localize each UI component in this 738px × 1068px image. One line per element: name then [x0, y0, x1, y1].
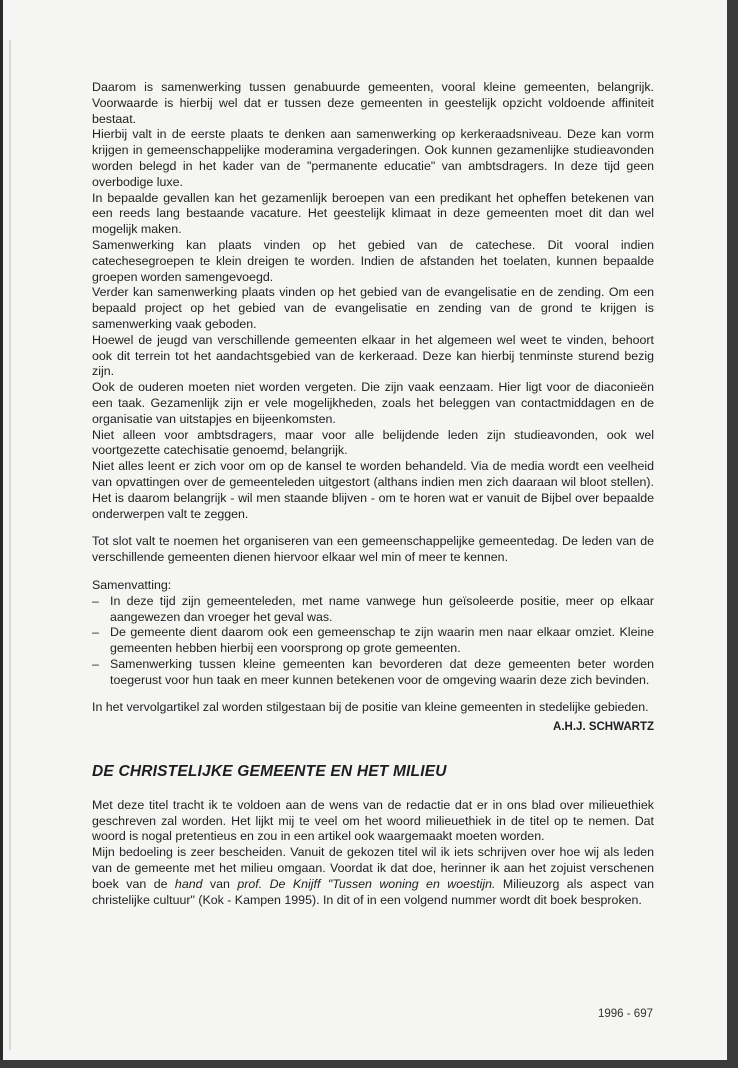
binding-edge: [9, 40, 11, 1050]
paragraph: In bepaalde gevallen kan het gezamenlijk beroepen van een predikant het opheffen betekenen van een reeds lang bestaande vacature. Het geestelijk klimaat in deze gemeenten moet dit dan wel mogelijk maken.: [92, 190, 654, 237]
summary-item: – Samenwerking tussen kleine gemeenten kan bevorderen dat deze gemeenten beter worden toegerust voor hun taak en meer kunnen betekenen voor de omgeving waarin deze zich bevinden.: [92, 656, 654, 687]
page-content: [92, 80, 654, 908]
paragraph: Niet alleen voor ambtsdragers, maar voor alle belijdende leden zijn studieavonden, ook wel voortgezette catechisatie genoemd, belangrijk.: [92, 427, 654, 458]
paragraph: Verder kan samenwerking plaats vinden op het gebied van de evangelisatie en de zending. Om een bepaald project op het gebied van de evangelisatie en zending van de grond te krijgen is samenwerking vaak geboden.: [92, 285, 654, 331]
summary-title: Samenvatting:: [92, 577, 172, 592]
paragraph: Hoewel de jeugd van verschillende gemeenten elkaar in het algemeen wel weet te vinden, behoort ook dit terrein tot het aandachtsgebied van de kerkeraad. Deze kan hierbij tenminste sturend bezig zijn.: [92, 332, 654, 379]
paragraph: Ook de ouderen moeten niet worden vergeten. Die zijn vaak eenzaam. Hier ligt voor de diaconieën een taak. Gezamenlijk zijn er vele mogelijkheden, zoals het beleggen van contactmiddagen en de organisatie van uitstapjes en bijeenkomsten.: [92, 380, 654, 426]
paragraph: Hierbij valt in de eerste plaats te denken aan samenwerking op kerkeraadsniveau. Deze kan vorm krijgen in gemeenschappelijke moderamina vergaderingen. Ook kunnen gezamenlijke studieavonden worden belegd in het kader van de "permanente educatie" van ambtsdragers. In deze tijd geen overbodige luxe.: [92, 127, 654, 189]
paragraph: Met deze titel tracht ik te voldoen aan de wens van de redactie dat er in ons blad over milieuethiek geschreven zal worden. Het lijkt mij te veel om het woord milieuethiek in de titel op te nemen. Dat woord is nogal pretentieus en zou in een artikel ook waargemaakt moeten worden.: [92, 797, 654, 844]
author-signature: A.H.J. SCHWARTZ: [553, 721, 654, 734]
closing-paragraph: Tot slot valt te noemen het organiseren van een gemeenschappelijke gemeentedag. De leden van de verschillende gemeenten dienen hiervoor elkaar wel min of meer te kennen.: [92, 534, 654, 565]
paragraph: Daarom is samenwerking tussen genabuurde gemeenten, vooral kleine gemeenten, belangrijk. Voorwaarde is hierbij wel dat er tussen deze gemeenten in geestelijk opzicht voldoende affiniteit bestaat.: [92, 80, 654, 126]
paragraph: Samenwerking kan plaats vinden op het gebied van de catechese. Dit vooral indien catechesegroepen te klein dreigen te worden. Indien de afstanden het toelaten, kunnen bepaalde groepen worden samengevoegd.: [92, 237, 654, 284]
summary-item: – De gemeente dient daarom ook een gemeenschap te zijn waarin men naar elkaar omziet. Kleine gemeenten hebben hierbij een voorsprong op grote gemeenten.: [92, 625, 654, 656]
followup-paragraph: In het vervolgartikel zal worden stilgestaan bij de positie van kleine gemeenten in stedelijke gebieden.: [92, 700, 649, 715]
summary-list: [92, 594, 654, 689]
page-number: 1996 - 697: [598, 1008, 653, 1020]
paragraph: Mijn bedoeling is zeer bescheiden. Vanuit de gekozen titel wil ik iets schrijven over hoe wij als leden van de gemeente met het milieu omgaan. Voordat ik dat doe, herinner ik aan het zojuist verschenen boek van de hand van prof. De Knijff "Tussen woning en woestijn. Milieuzorg als aspect van christelijke cultuur" (Kok - Kampen 1995). In dit of in een volgend nummer wordt dit boek besproken.: [92, 845, 654, 907]
paragraph: Niet alles leent er zich voor om op de kansel te worden behandeld. Via de media wordt een veelheid van opvattingen over de gemeenteleden uitgestort (althans indien men zich daaraan wil bloot stellen). Het is daarom belangrijk - wil men staande blijven - om te horen wat er vanuit de Bijbel over bepaalde onderwerpen valt te zeggen.: [92, 459, 654, 521]
article-title: DE CHRISTELIJKE GEMEENTE EN HET MILIEU: [92, 763, 447, 781]
summary-item: – In deze tijd zijn gemeenteleden, met name vanwege hun geïsoleerde positie, meer op elkaar aangewezen dan vroeger het geval was.: [92, 593, 654, 624]
